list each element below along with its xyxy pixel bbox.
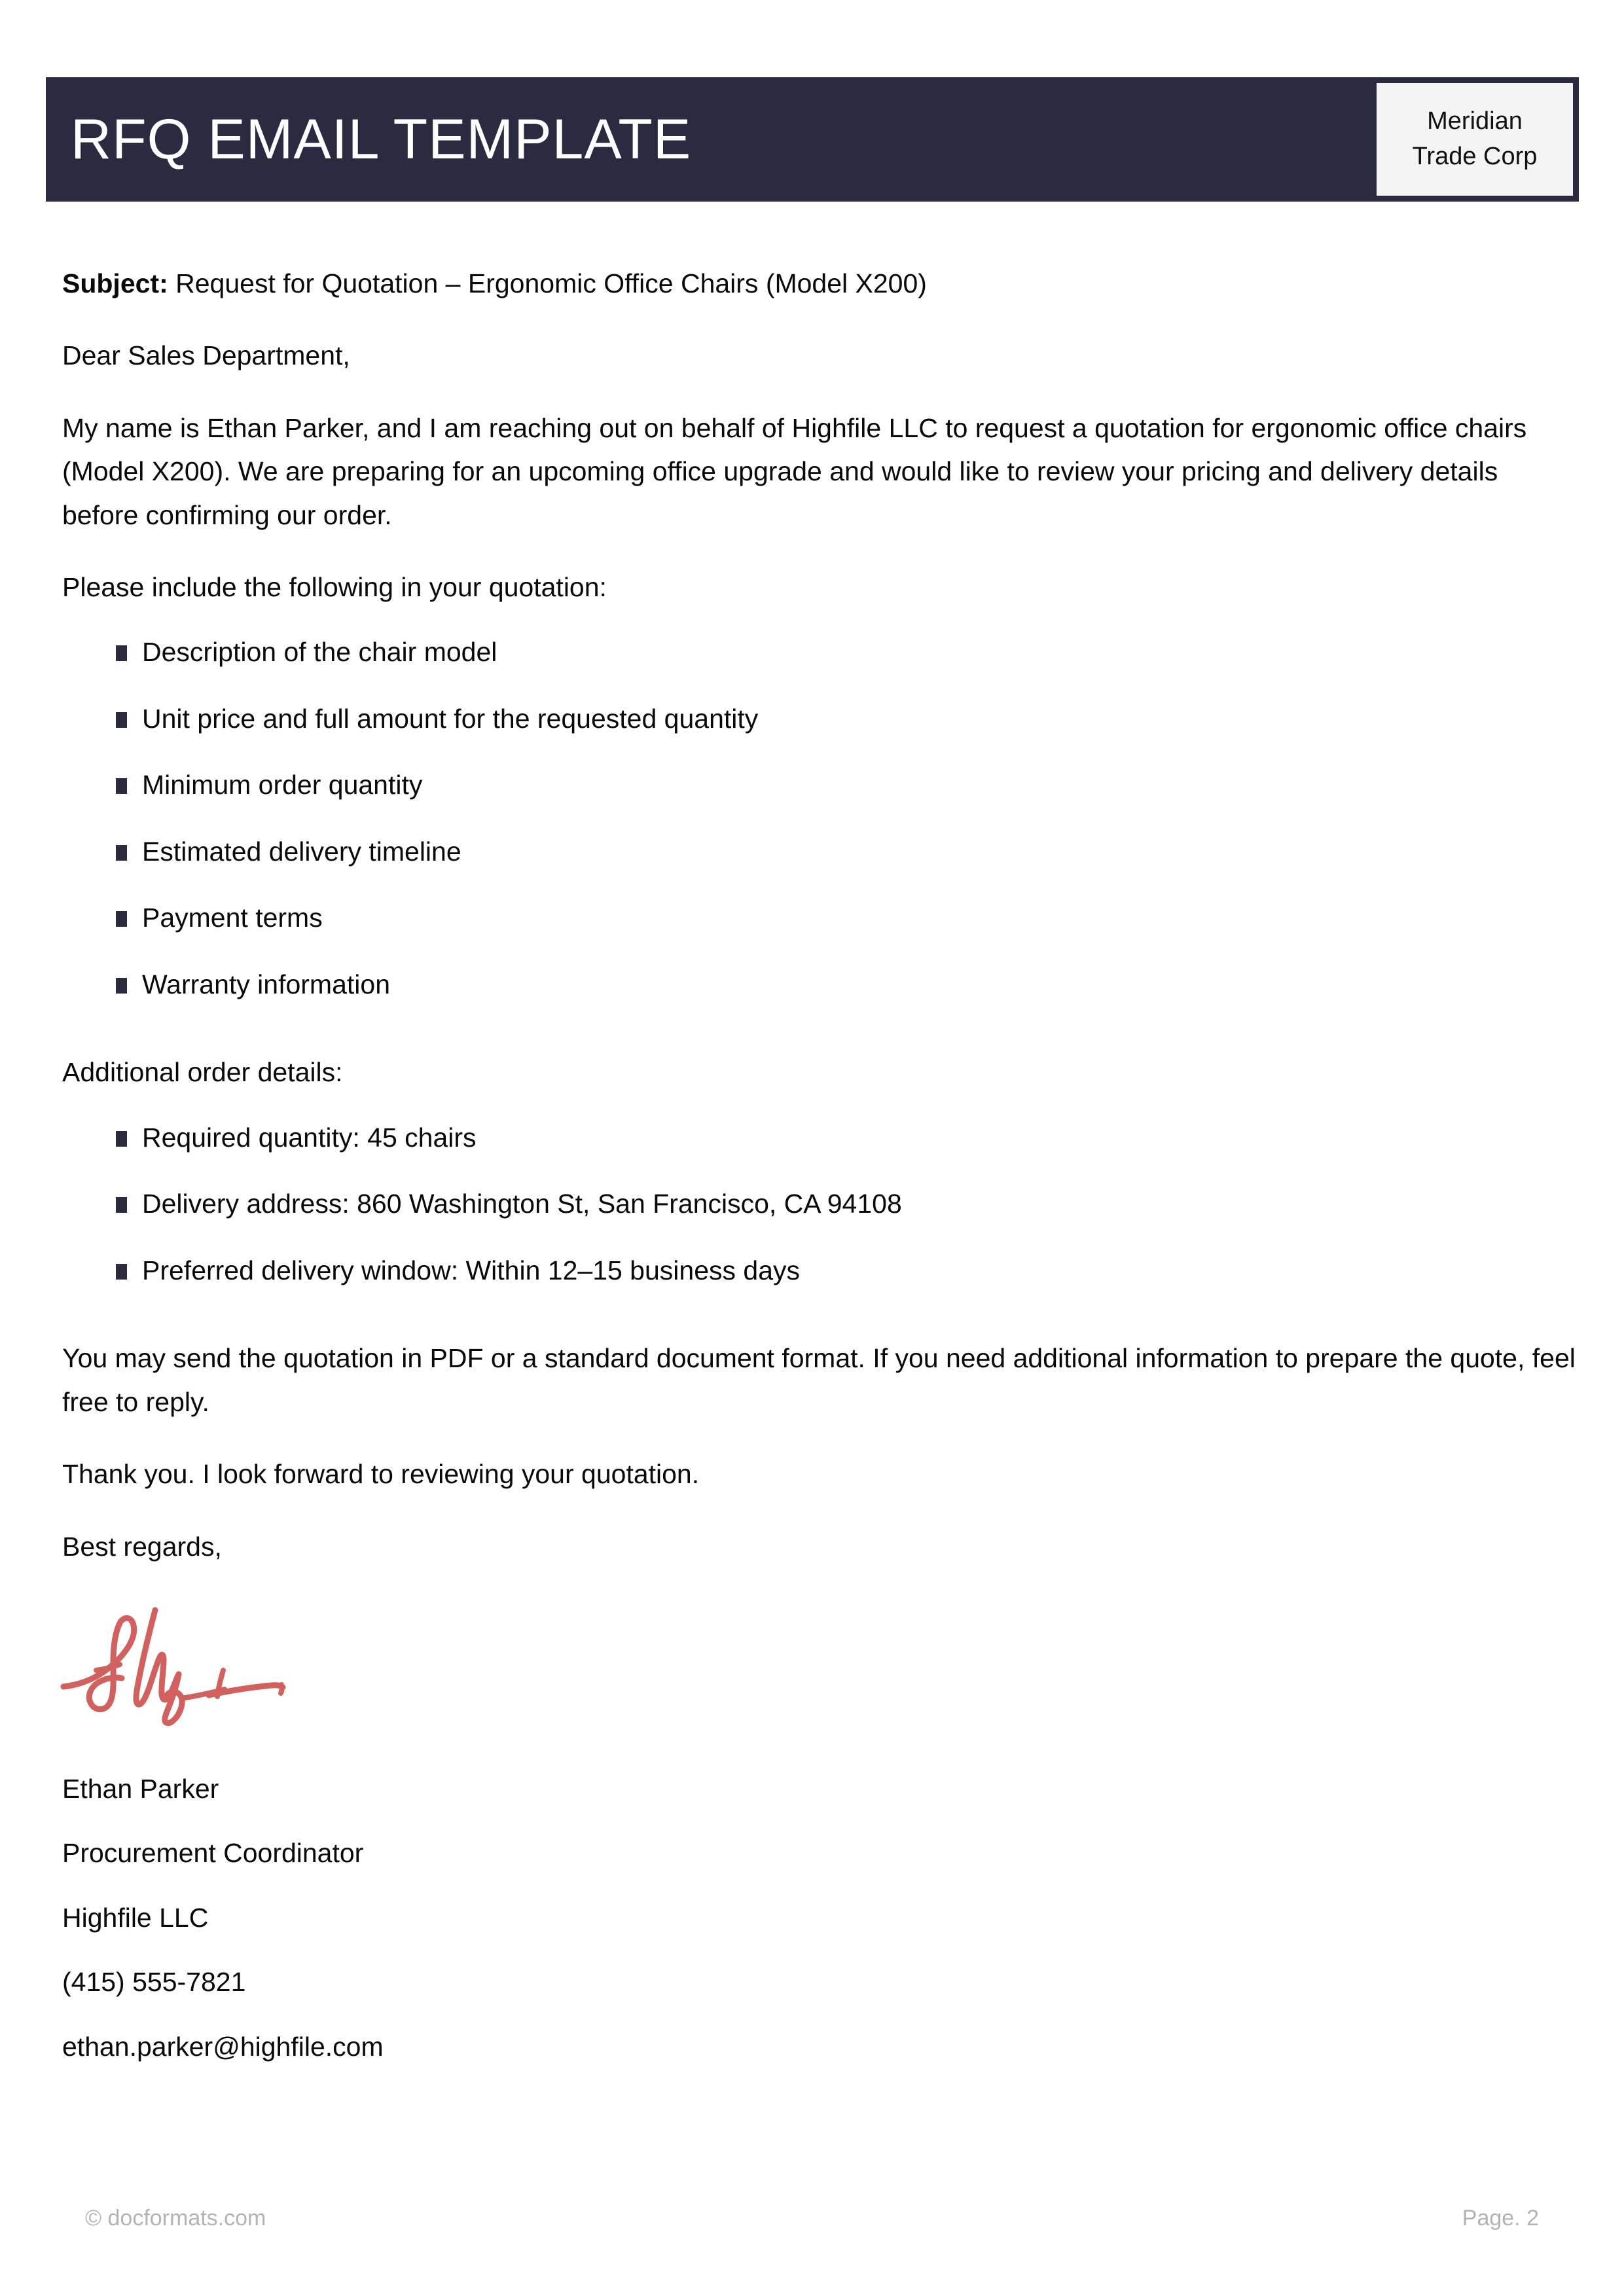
square-bullet-icon <box>116 1264 127 1280</box>
handwritten-signature-icon <box>57 1597 293 1734</box>
intro-paragraph: My name is Ethan Parker, and I am reaching out on behalf of Highfile LLC to request a quotation for ergonomic office chairs (Model X200). We are preparing for an upcoming office upgrade and would like to review your pricing and delivery details before confirming our order. <box>62 412 1527 530</box>
square-bullet-icon <box>116 645 127 661</box>
company-logo-box <box>1377 83 1573 196</box>
signature-area <box>62 1597 1581 1741</box>
signer-job-title: Procurement Coordinator <box>62 1838 364 1869</box>
list-item <box>62 965 1581 1005</box>
signer-name: Ethan Parker <box>62 1773 219 1804</box>
company-logo-line-1: Meridian <box>1427 107 1523 135</box>
list-item-label: Payment terms <box>142 903 323 933</box>
list-item <box>62 699 1581 740</box>
square-bullet-icon <box>116 845 127 861</box>
greeting-line: Dear Sales Department, <box>62 340 350 371</box>
square-bullet-icon <box>116 911 127 927</box>
closing-line: Best regards, <box>62 1531 222 1562</box>
square-bullet-icon <box>116 1131 127 1147</box>
page-title: RFQ EMAIL TEMPLATE <box>71 108 692 171</box>
signer-email: ethan.parker@highfile.com <box>62 2031 384 2062</box>
quotation-items-list <box>62 632 1581 1005</box>
letter-body <box>62 262 1581 2068</box>
subject-text: Request for Quotation – Ergonomic Office Chairs (Model X200) <box>168 268 927 298</box>
thanks-paragraph: Thank you. I look forward to reviewing your quotation. <box>62 1459 700 1490</box>
document-header <box>46 77 1579 202</box>
list-item-label: Required quantity: 45 chairs <box>142 1122 477 1153</box>
list-item-label: Unit price and full amount for the requested quantity <box>142 703 759 734</box>
list-item <box>62 832 1581 872</box>
order-details-lead: Additional order details: <box>62 1057 343 1088</box>
square-bullet-icon <box>116 712 127 728</box>
list-item-label: Warranty information <box>142 969 390 999</box>
order-details-list <box>62 1118 1581 1291</box>
list-item-label: Preferred delivery window: Within 12–15 business days <box>142 1255 801 1285</box>
list-item-label: Estimated delivery timeline <box>142 836 461 867</box>
signer-phone: (415) 555-7821 <box>62 1967 246 1998</box>
list-item <box>62 1118 1581 1158</box>
list-item <box>62 898 1581 939</box>
signer-company: Highfile LLC <box>62 1902 209 1933</box>
square-bullet-icon <box>116 978 127 994</box>
format-paragraph: You may send the quotation in PDF or a standard document format. If you need additional information to prepare the quote, feel free to reply. <box>62 1343 1576 1417</box>
list-item-label: Description of the chair model <box>142 637 497 668</box>
page-footer <box>85 2206 1539 2231</box>
company-logo-line-2: Trade Corp <box>1412 143 1538 170</box>
list-item <box>62 765 1581 806</box>
footer-page-number: Page. 2 <box>1462 2206 1539 2231</box>
section-spacer <box>62 1317 1581 1336</box>
section-spacer <box>62 1031 1581 1050</box>
square-bullet-icon <box>116 1197 127 1213</box>
list-item <box>62 1184 1581 1225</box>
footer-copyright: © docformats.com <box>85 2206 266 2231</box>
quotation-lead: Please include the following in your quotation: <box>62 572 607 603</box>
list-item-label: Delivery address: 860 Washington St, San Francisco, CA 94108 <box>142 1189 902 1219</box>
subject-label: Subject: <box>62 268 168 298</box>
list-item <box>62 632 1581 673</box>
square-bullet-icon <box>116 778 127 794</box>
subject-line <box>62 262 1581 305</box>
list-item-label: Minimum order quantity <box>142 770 423 800</box>
list-item <box>62 1251 1581 1291</box>
